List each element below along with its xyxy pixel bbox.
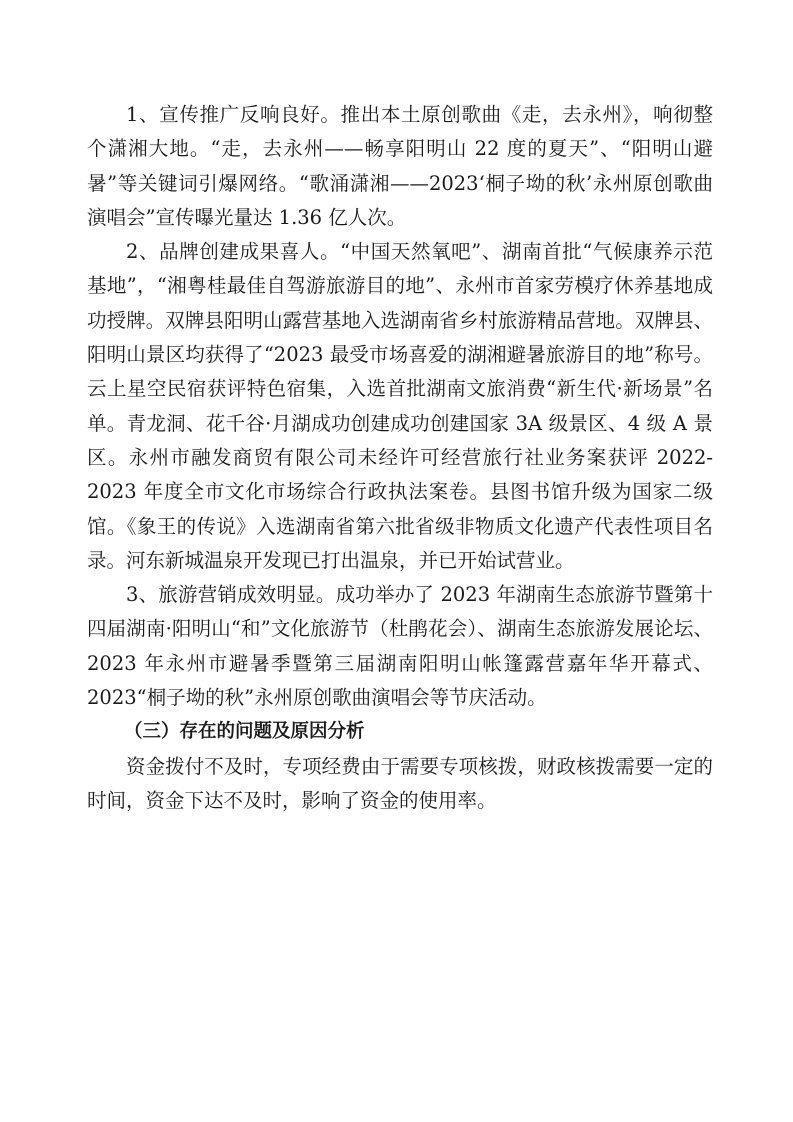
paragraph-publicity: 1、宣传推广反响良好。推出本土原创歌曲《走，去永州》，响彻整个潇湘大地。“走，去永州——畅享阳明山 22 度的夏天”、“阳明山避暑”等关键词引爆网络。“歌涌潇湘——2023‘桐子坳的秋’永州原创歌曲演唱会”宣传曝光量达 1.36 亿人次。 <box>87 103 713 229</box>
document-body <box>87 98 713 818</box>
paragraph-problems: 资金拨付不及时，专项经费由于需要专项核拨，财政核拨需要一定的时间，资金下达不及时，影响了资金的使用率。 <box>87 754 713 812</box>
paragraph-brand-building: 2、品牌创建成果喜人。“中国天然氧吧”、湖南首批“气候康养示范基地”，“湘粤桂最佳自驾游旅游目的地”、永州市首家劳模疗休养基地成功授牌。双牌县阳明山露营基地入选湖南省乡村旅游精品营地。双牌县、阳明山景区均获得了“2023 最受市场喜爱的湖湘避暑旅游目的地”称号。云上星空民宿获评特色宿集，入选首批湖南文旅消费“新生代·新场景”名单。青龙洞、花千谷·月湖成功创建成功创建国家 3A 级景区、4 级 A 景区。永州市融发商贸有限公司未经许可经营旅行社业务案获评 2022-2023 年度全市文化市场综合行政执法案卷。县图书馆升级为国家二级馆。《象王的传说》入选湖南省第六批省级非物质文化遗产代表性项目名录。河东新城温泉开发现已打出温泉，并已开始试营业。 <box>87 240 713 572</box>
paragraph-tourism-marketing: 3、旅游营销成效明显。成功举办了 2023 年湖南生态旅游节暨第十四届湖南·阳明山“和”文化旅游节（杜鹃花会）、湖南生态旅游发展论坛、2023 年永州市避暑季暨第三届湖南阳明山帐篷露营嘉年华开幕式、2023“桐子坳的秋”永州原创歌曲演唱会等节庆活动。 <box>87 583 713 710</box>
section-heading: （三）存在的问题及原因分析 <box>124 721 365 743</box>
